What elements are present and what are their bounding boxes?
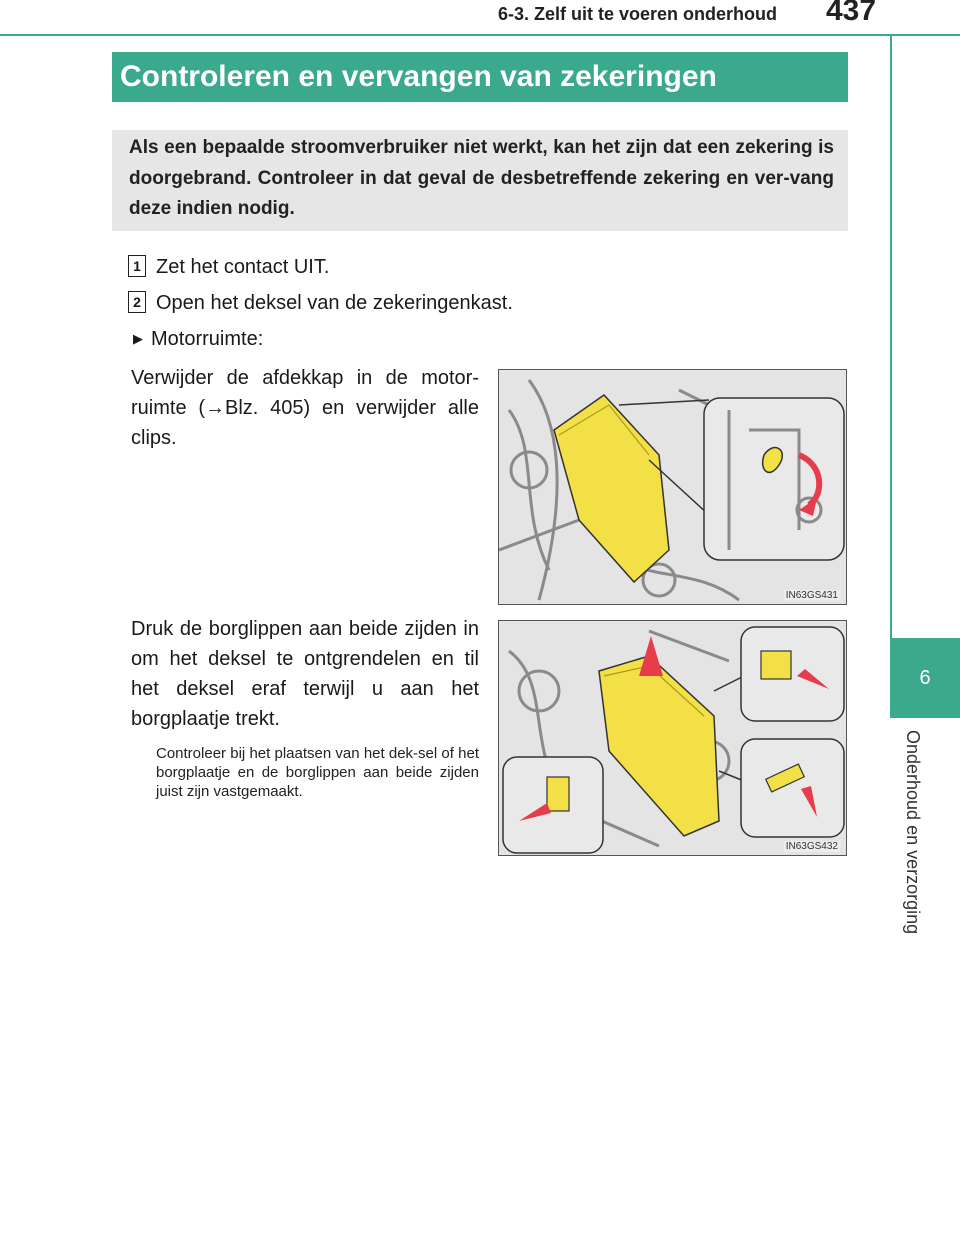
intro-box: Als een bepaalde stroomverbruiker niet werkt, kan het zijn dat een zekering is doorgebrand. Controleer in dat geval de desbetreffende zekering en ver-vang deze indien nodig. [112, 130, 848, 231]
figure-2-illustration [499, 621, 847, 856]
figure-engine-fuse-box-clips [498, 369, 847, 605]
instruction-note: Controleer bij het plaatsen van het dek-sel of het borgplaatje en de borglippen aan beide zijden juist zijn vastgemaakt. [156, 745, 479, 800]
sub-item-engine-room [133, 328, 263, 351]
chapter-tab-label: Onderhoud en verzorging [903, 730, 923, 935]
step-1-text: Zet het contact UIT. [156, 256, 330, 278]
header-rule [0, 34, 960, 36]
figure-1-illustration [499, 370, 847, 605]
step-2-number: 2 [128, 291, 146, 313]
chapter-tab-number: 6 [919, 666, 931, 689]
figure-engine-fuse-box-lid [498, 620, 847, 856]
page-number: 437 [826, 0, 877, 27]
step-1-number: 1 [128, 255, 146, 277]
instruction-remove-cover: Verwijder de afdekkap in de motor-ruimte (→Blz. 405) en verwijder alle clips. [131, 367, 479, 449]
sub-item-label: Motorruimte: [151, 328, 264, 350]
instruction-release-lid: Druk de borglippen aan beide zijden in om het deksel te ontgrendelen en til het deksel eraf terwijl u aan het borgplaatje trekt. [131, 618, 479, 730]
step-2-text: Open het deksel van de zekeringenkast. [156, 292, 513, 314]
side-rule [890, 34, 892, 638]
figure-2-code: IN63GS432 [785, 841, 838, 852]
chapter-header: 6-3. Zelf uit te voeren onderhoud [498, 4, 778, 24]
figure-1-code: IN63GS431 [785, 590, 838, 601]
chapter-tab[interactable] [890, 638, 960, 718]
section-title: Controleren en vervangen van zekeringen [112, 52, 848, 102]
triangle-right-icon: ▶ [133, 331, 143, 346]
